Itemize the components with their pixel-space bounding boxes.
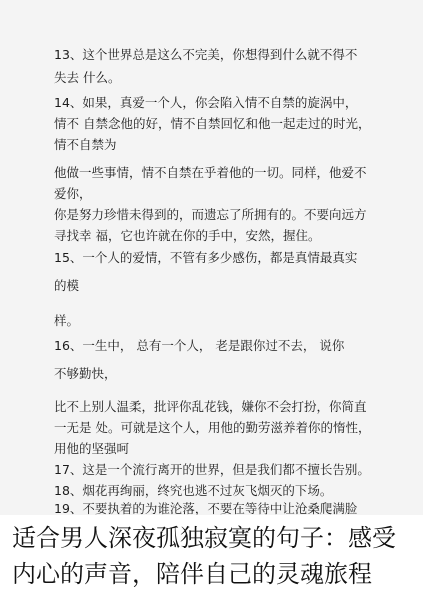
text-line: 15、一个人的爱情，不管有多少感伤，都是真情最真实: [54, 250, 358, 265]
text-line: 情不自禁为: [54, 137, 117, 152]
text-line: 16、一生中， 总有一个人， 老是跟你过不去， 说你: [54, 338, 345, 353]
text-line: 一无是 处。可就是这个人，用他的勤劳滋养着你的惰性，: [54, 420, 371, 435]
text-line: 14、如果，真爱一个人，你会陷入情不自禁的旋涡中，: [54, 95, 358, 110]
text-line: 寻找幸 福，它也许就在你的手中，安然，握住。: [54, 228, 321, 243]
text-line: 19、不要执着的为谁沦落，不要在等待中让沧桑爬满脸: [54, 501, 358, 515]
text-line: 17、这是一个流行离开的世界，但是我们都不擅长告别。: [54, 462, 370, 477]
text-line: 情不 自禁念他的好，情不自禁回忆和他一起走过的时光，: [54, 116, 371, 131]
text-line: 13、这个世界总是这么不完美，你想得到什么就不得不: [54, 47, 358, 62]
text-line: 你是努力珍惜未得到的，而遗忘了所拥有的。不要向远方: [54, 207, 367, 222]
article-caption: [12, 520, 415, 592]
text-line: 18、烟花再绚丽，终究也逃不过灰飞烟灭的下场。: [54, 483, 333, 498]
text-line: 的模: [54, 278, 80, 293]
text-line: 样。: [54, 313, 80, 328]
text-line: 爱你，: [54, 186, 92, 201]
text-line: 比不上别人温柔，批评你乱花钱，嫌你不会打扮，你简直: [54, 399, 367, 414]
caption-line: 适合男人深夜孤独寂寞的句子：感受: [12, 524, 396, 552]
text-line: 用他的坚强呵: [54, 441, 130, 456]
caption-line: 内心的声音，陪伴自己的灵魂旅程: [12, 560, 372, 588]
text-line: 失去 什么。: [54, 70, 121, 85]
text-line: 他做一些事情，情不自禁在乎着他的一切。同样，他爱不: [54, 165, 367, 180]
text-line: 不够勤快，: [54, 366, 117, 381]
